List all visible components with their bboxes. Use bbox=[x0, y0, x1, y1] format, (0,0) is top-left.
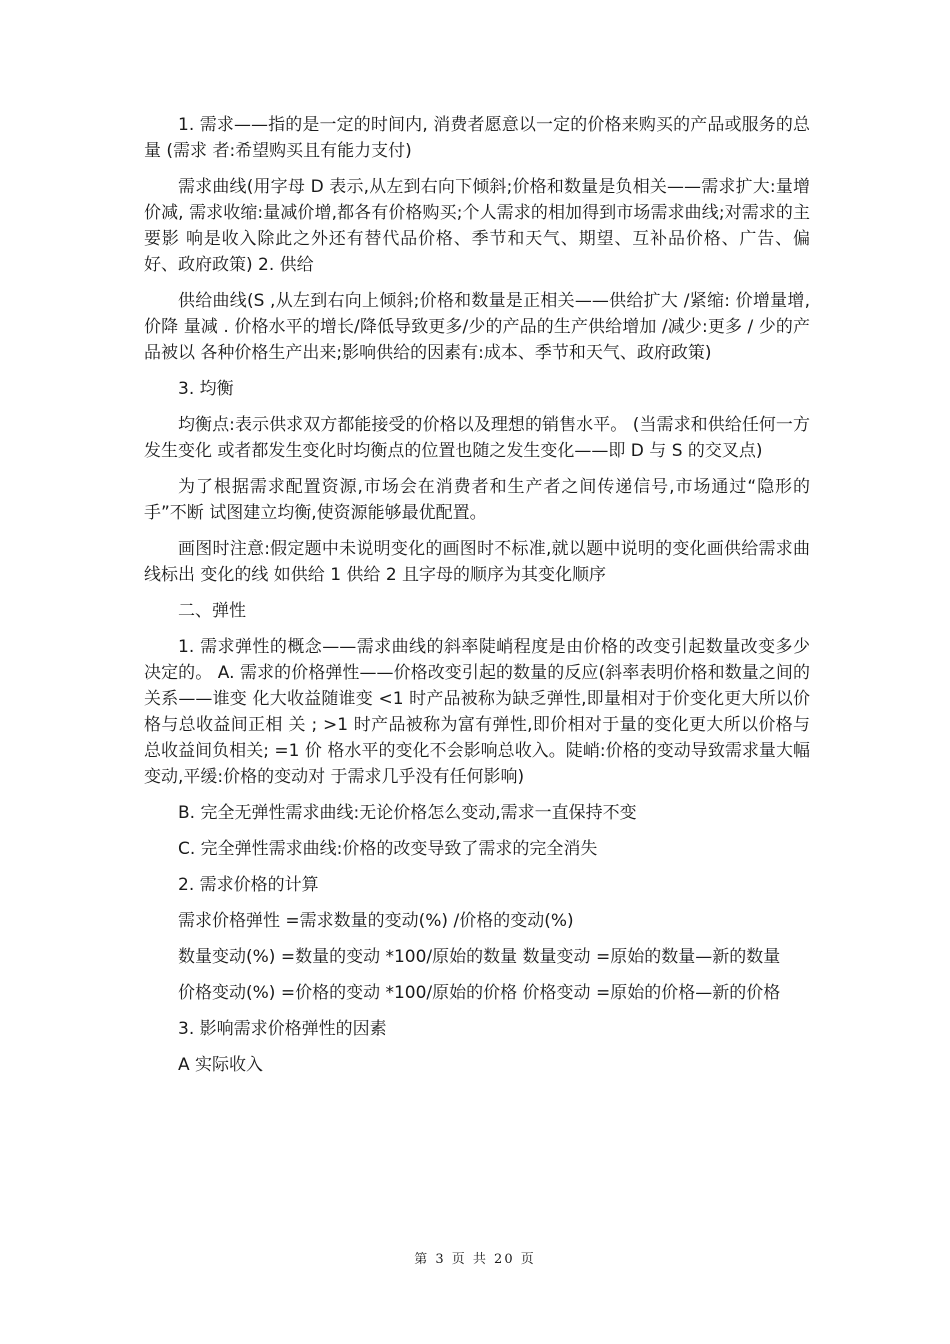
paragraph-demand-definition: 1. 需求——指的是一定的时间内, 消费者愿意以一定的价格来购买的产品或服务的总量 (需求 者:希望购买且有能力支付) bbox=[144, 115, 810, 161]
paragraph-equilibrium-point: 均衡点:表示供求双方都能接受的价格以及理想的销售水平。 (当需求和供给任何一方发生变化 或者都发生变化时均衡点的位置也随之发生变化——即 D 与 S 的交叉点) bbox=[144, 415, 810, 461]
formula-price-change: 价格变动(%) =价格的变动 *100/原始的价格 价格变动 =原始的价格—新的价格 bbox=[178, 983, 781, 1003]
paragraph-supply-curve: 供给曲线(S ,从左到右向上倾斜;价格和数量是正相关——供给扩大 /紧缩: 价增量增,价降 量减 . 价格水平的增长/降低导致更多/少的产品的生产供给增加 /减少:更多 / 少的产品被以 各种价格生产出来;影响供给的因素有:成本、季节和天气、政府政策) bbox=[144, 291, 810, 363]
formula-quantity-change: 数量变动(%) =数量的变动 *100/原始的数量 数量变动 =原始的数量—新的数量 bbox=[178, 947, 781, 967]
paragraph-demand-curve: 需求曲线(用字母 D 表示,从左到右向下倾斜;价格和数量是负相关——需求扩大:量增价减, 需求收缩:量减价增,都各有价格购买;个人需求的相加得到市场需求曲线;对需求的主要影 响是收入除此之外还有替代品价格、季节和天气、期望、互补品价格、广告、偏好、政府政策) 2. 供给 bbox=[144, 177, 810, 275]
item-real-income: A 实际收入 bbox=[178, 1055, 264, 1075]
page-number-footer: 第 3 页 共 20 页 bbox=[414, 1252, 536, 1267]
heading-price-calculation: 2. 需求价格的计算 bbox=[178, 875, 319, 895]
heading-equilibrium: 3. 均衡 bbox=[178, 379, 234, 399]
paragraph-market-signal: 为了根据需求配置资源,市场会在消费者和生产者之间传递信号,市场通过“隐形的手”不断 试图建立均衡,使资源能够最优配置。 bbox=[144, 477, 810, 523]
paragraph-perfectly-inelastic: B. 完全无弹性需求曲线:无论价格怎么变动,需求一直保持不变 bbox=[178, 803, 637, 823]
formula-price-elasticity: 需求价格弹性 =需求数量的变动(%) /价格的变动(%) bbox=[178, 911, 574, 931]
paragraph-perfectly-elastic: C. 完全弹性需求曲线:价格的改变导致了需求的完全消失 bbox=[178, 839, 598, 859]
heading-elasticity-factors: 3. 影响需求价格弹性的因素 bbox=[178, 1019, 387, 1039]
paragraph-elasticity-concept: 1. 需求弹性的概念——需求曲线的斜率陡峭程度是由价格的改变引起数量改变多少决定的。 A. 需求的价格弹性——价格改变引起的数量的反应(斜率表明价格和数量之间的关系——谁变 化大收益随谁变 <1 时产品被称为缺乏弹性,即量相对于价变化更大所以价格与总收益间正相 关 ; >1 时产品被称为富有弹性,即价相对于量的变化更大所以价格与总收益间负相关; =1 价 格水平的变化不会影响总收入。陡峭:价格的变动导致需求量大幅变动,平缓:价格的变动对 于需求几乎没有任何影响) bbox=[144, 637, 810, 787]
paragraph-drawing-note: 画图时注意:假定题中未说明变化的画图时不标准,就以题中说明的变化画供给需求曲线标出 变化的线 如供给 1 供给 2 且字母的顺序为其变化顺序 bbox=[144, 539, 810, 585]
heading-elasticity: 二、弹性 bbox=[178, 601, 246, 621]
document-body bbox=[144, 112, 810, 1088]
